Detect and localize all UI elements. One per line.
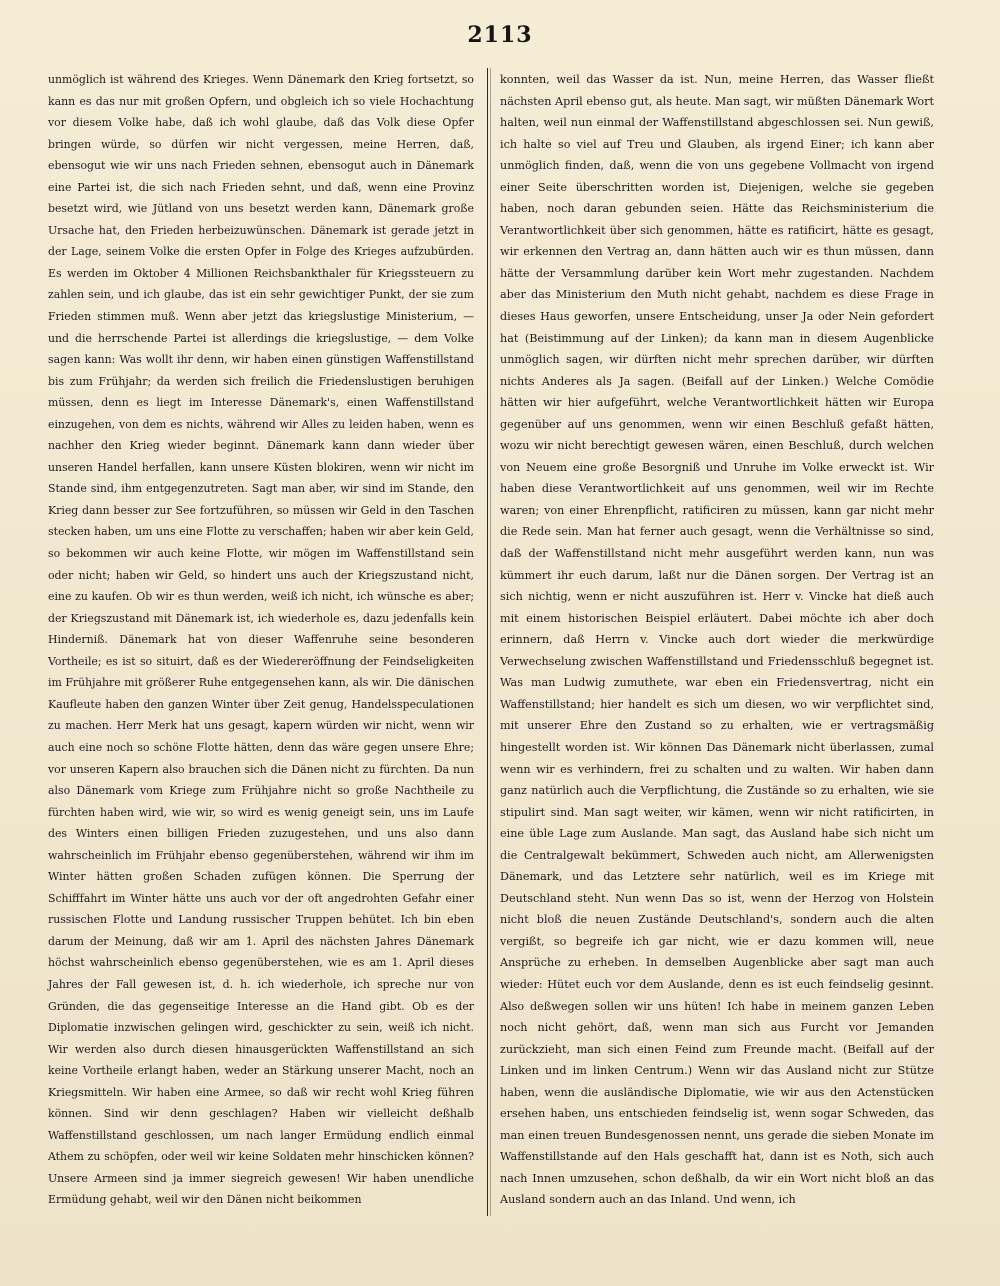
left-column: [48, 69, 474, 1219]
left-column-text: unmöglich ist während des Krieges. Wenn Dänemark den Krieg fortsetzt, so kann es das nur mit großen Opfern, und obgleich ich so viele Hochachtung vor diesem Volke habe, daß ich wohl glaube, daß das Volk diese Opfer bringen würde, so dürfen wir nicht vergessen, meine Herren, daß, ebensogut wie wir uns nach Frieden sehnen, ebensogut auch in Dänemark eine Partei ist, die sich nach Frieden sehnt, und daß, wenn eine Provinz besetzt wird, wie Jütland von uns besetzt werden kann, Dänemark große Ursache hat, den Frieden herbeizuwünschen. Dänemark ist gerade jetzt in der Lage, seinem Volke die ersten Opfer in Folge des Krieges aufzubürden. Es werden im Oktober 4 Millionen Reichsbankthaler für Kriegssteuern zu zahlen sein, und ich glaube, das ist ein sehr gewichtiger Punkt, der sie zum Frieden stimmen muß. Wenn aber jetzt das kriegslustige Ministerium, — und die herrschende Partei ist allerdings die kriegslustige, — dem Volke sagen kann: Was wollt ihr denn, wir haben einen günstigen Waffenstillstand bis zum Frühjahr; da werden sich freilich die Friedenslustigen beruhigen müssen, denn es liegt im Interesse Dänemark's, einen Waffenstillstand einzugehen, von dem es nichts, während wir Alles zu leiden haben, wenn es nachher den Krieg wieder beginnt. Dänemark kann dann wieder über unseren Handel herfallen, kann unsere Küsten blokiren, wenn wir nicht im Stande sind, ihm entgegenzutreten. Sagt man aber, wir sind im Stande, den Krieg dann besser zur See fortzuführen, so müssen wir Geld in den Taschen stecken haben, um uns eine Flotte zu verschaffen; haben wir aber kein Geld, so bekommen wir auch keine Flotte, wir mögen im Waffenstillstand sein oder nicht; haben wir Geld, so hindert uns auch der Kriegszustand nicht, eine zu kaufen. Ob wir es thun werden, weiß ich nicht, ich wünsche es aber; der Kriegszustand mit Dänemark ist, ich wiederhole es, dazu jedenfalls kein Hinderniß. Dänemark hat von dieser Waffenruhe seine besonderen Vortheile; es ist so situirt, daß es der Wiedereröffnung der Feindseligkeiten im Frühjahre mit größerer Ruhe entgegensehen kann, als wir. Die dänischen Kaufleute haben den ganzen Winter über Zeit genug, Handelsspeculationen zu machen. Herr Merk hat uns gesagt, kapern würden wir nicht, wenn wir auch eine noch so schöne Flotte hätten, denn das wäre gegen unsere Ehre; vor unseren Kapern also brauchen sich die Dänen nicht zu fürchten. Da nun also Dänemark vom Kriege zum Frühjahre nicht so große Nachtheile zu fürchten haben wird, wie wir, so wird es wenig geneigt sein, uns im Laufe des Winters einen billigen Frieden zuzugestehen, und uns also dann wahrscheinlich im Frühjahr ebenso gegenüberstehen, während wir ihm im Winter hätten großen Schaden zufügen können. Die Sperrung der Schifffahrt im Winter hätte uns auch vor der oft angedrohten Gefahr einer russischen Flotte und Landung russischer Truppen behütet. Ich bin eben darum der Meinung, daß wir am 1. April des nächsten Jahres Dänemark höchst wahrscheinlich ebenso gegenüberstehen, wie es am 1. April dieses Jahres der Fall gewesen ist, d. h. ich wiederhole, ich spreche nur von Gründen, die das gegenseitige Interesse an die Hand gibt. Ob es der Diplomatie inzwischen gelingen wird, geschickter zu sein, weiß ich nicht. Wir werden also durch diesen hinausgerückten Waffenstillstand an sich keine Vortheile erlangt haben, weder an Stärkung unserer Macht, noch an Kriegsmitteln. Wir haben eine Armee, so daß wir recht wohl Krieg führen können. Sind wir denn geschlagen? Haben wir vielleicht deßhalb Waffenstillstand geschlossen, um nach langer Ermüdung endlich einmal Athem zu schöpfen, oder weil wir keine Soldaten mehr hinschicken können? Unsere Armeen sind ja immer siegreich gewesen! Wir haben unendliche Ermüdung gehabt, weil wir den Dänen nicht beikommen: [48, 73, 474, 1207]
right-column: [500, 69, 934, 1219]
page-number: 2113: [467, 22, 533, 48]
right-column-text: konnten, weil das Wasser da ist. Nun, meine Herren, das Wasser fließt nächsten April ebenso gut, als heute. Man sagt, wir müßten Dänemark Wort halten, weil nun einmal der Waffenstillstand abgeschlossen sei. Nun gewiß, ich halte so viel auf Treu und Glauben, als irgend Einer; ich kann aber unmöglich finden, daß, wenn die von uns gegebene Vollmacht von irgend einer Seite überschritten worden ist, Diejenigen, welche sie gegeben haben, noch daran gebunden seien. Hätte das Reichsministerium die Verantwortlichkeit über sich genommen, hätte es ratificirt, hätte es gesagt, wir erkennen den Vertrag an, dann hätten auch wir es thun müssen, dann hätte der Versammlung darüber kein Wort mehr zugestanden. Nachdem aber das Ministerium den Muth nicht gehabt, nachdem es diese Frage in dieses Haus geworfen, unsere Entscheidung, unser Ja oder Nein gefordert hat (Beistimmung auf der Linken); da kann man in diesem Augenblicke unmöglich sagen, wir dürften nicht mehr sprechen darüber, wir dürften nichts Anderes als Ja sagen. (Beifall auf der Linken.) Welche Comödie hätten wir hier aufgeführt, welche Verantwortlichkeit hätten wir Europa gegenüber auf uns genommen, wenn wir einen Beschluß gefaßt hätten, wozu wir nicht berechtigt gewesen wären, einen Beschluß, durch welchen von Neuem eine große Besorgniß und Unruhe im Volke erweckt ist. Wir haben diese Verantwortlichkeit auf uns genommen, weil wir im Rechte waren; von einer Ehrenpflicht, ratificiren zu müssen, kann gar nicht mehr die Rede sein. Man hat ferner auch gesagt, wenn die Verhältnisse so sind, daß der Waffenstillstand nicht mehr ausgeführt werden kann, nun was kümmert ihr euch darum, laßt nur die Dänen sorgen. Der Vertrag ist an sich nichtig, wenn er nicht auszuführen ist. Herr v. Vincke hat dieß auch mit einem historischen Beispiel erläutert. Dabei möchte ich aber doch erinnern, daß Herrn v. Vincke auch dort wieder die merkwürdige Verwechselung zwischen Waffenstillstand und Friedensschluß begegnet ist. Was man Ludwig zumuthete, war eben ein Friedensvertrag, nicht ein Waffenstillstand; hier handelt es sich um diesen, wo wir verpflichtet sind, mit unserer Ehre den Zustand so zu erhalten, wie er vertragsmäßig hingestellt worden ist. Wir können Das Dänemark nicht überlassen, zumal wenn wir es verhindern, frei zu schalten und zu walten. Wir haben dann ganz natürlich auch die Verpflichtung, die Zustände so zu erhalten, wie sie stipulirt sind. Man sagt weiter, wir kämen, wenn wir nicht ratificirten, in eine üble Lage zum Auslande. Man sagt, das Ausland habe sich nicht um die Centralgewalt bekümmert, Schweden auch nicht, am Allerwenigsten Dänemark, und das Letztere sehr natürlich, weil es im Kriege mit Deutschland steht. Nun wenn Das so ist, wenn der Herzog von Holstein nicht bloß die neuen Zustände Deutschland's, sondern auch die alten vergißt, so begreife ich gar nicht, wie er dazu kommen will, neue Ansprüche zu erheben. In demselben Augenblicke aber sagt man auch wieder: Hütet euch vor dem Auslande, denn es ist euch feindselig gesinnt. Also deßwegen sollen wir uns hüten! Ich habe in meinem ganzen Leben noch nicht gehört, daß, wenn man sich aus Furcht vor Jemanden zurückzieht, man sich einen Feind zum Freunde macht. (Beifall auf der Linken und im linken Centrum.) Wenn wir das Ausland nicht zur Stütze haben, wenn die ausländische Diplomatie, wie wir aus den Actenstücken ersehen haben, uns entschieden feindselig ist, wenn sogar Schweden, das man einen treuen Bundesgenossen nennt, uns gerade die sieben Monate im Waffenstillstande auf den Hals geschafft hat, dann ist es Noth, sich auch nach Innen umzusehen, schon deßhalb, da wir ein Wort nicht bloß an das Ausland sondern auch an das Inland. Und wenn, ich: [500, 73, 934, 1207]
column-divider-shadow: [490, 68, 491, 1216]
column-divider: [487, 68, 488, 1216]
